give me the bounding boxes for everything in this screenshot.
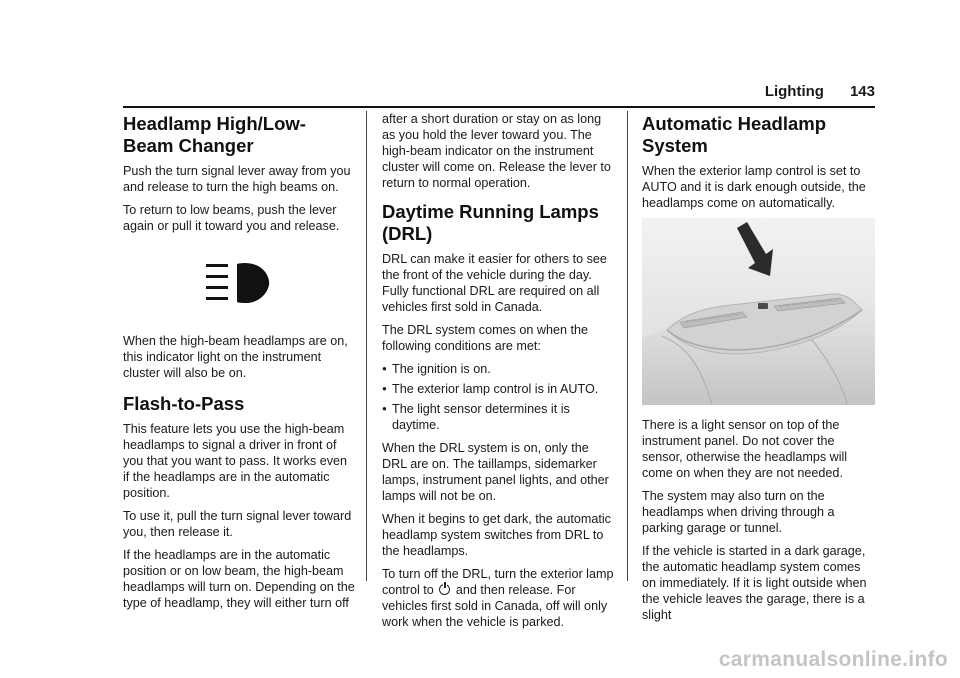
paragraph: This feature lets you use the high-beam headlamps to signal a driver in front of you that you want to pass. It works even if the headlamps are in the automatic position. — [123, 422, 348, 500]
paragraph: When the high-beam headlamps are on, this indicator light on the instrument cluster will also be on. — [123, 334, 348, 380]
paragraph: When the DRL system is on, only the DRL are on. The taillamps, sidemarker lamps, instrument panel lights, and other lamps will not be on. — [382, 441, 609, 503]
high-beam-icon — [204, 261, 274, 305]
heading-drl: Daytime Running Lamps (DRL) — [382, 201, 599, 244]
column-3 — [642, 111, 876, 630]
column-2 — [382, 111, 616, 637]
text: To turn off the DRL, turn the exterior lamp control to — [382, 567, 614, 597]
paragraph: The DRL system comes on when the following conditions are met: — [382, 323, 589, 353]
list-item: ● The light sensor determines it is daytime. — [382, 401, 616, 433]
paragraph: after a short duration or stay on as long as you hold the lever toward you. The high-beam indicator on the instrument cluster will come on. Release the lever to return to normal operation. — [382, 112, 611, 190]
column-1 — [123, 111, 355, 618]
paragraph: When the exterior lamp control is set to AUTO and it is dark enough outside, the headlamps come on automatically. — [642, 164, 866, 210]
text: and then release. For vehicles first sold in Canada, off will only work when the vehicle is parked. — [382, 583, 608, 629]
power-off-icon — [439, 584, 450, 595]
paragraph — [382, 566, 616, 630]
header-rule — [123, 106, 875, 108]
paragraph: The system may also turn on the headlamps when driving through a parking garage or tunnel. — [642, 489, 835, 535]
column-divider — [627, 111, 628, 581]
instrument-panel-illustration — [642, 218, 875, 405]
high-beam-indicator-figure — [123, 241, 355, 325]
paragraph: To return to low beams, push the lever again or pull it toward you and release. — [123, 203, 340, 233]
list-item: ● The ignition is on. — [382, 361, 616, 377]
paragraph: When it begins to get dark, the automatic headlamp system switches from DRL to the headlamps. — [382, 512, 611, 558]
heading-flash-to-pass: Flash-to-Pass — [123, 393, 245, 414]
conditions-list — [382, 361, 616, 433]
watermark: carmanualsonline.info — [718, 648, 948, 671]
heading-high-low-beam: Headlamp High/Low-Beam Changer — [123, 113, 306, 156]
paragraph: Push the turn signal lever away from you and release to turn the high beams on. — [123, 164, 351, 194]
paragraph: If the headlamps are in the automatic position or on low beam, the high-beam headlamps will turn on. Depending on the type of headlamp, they will either turn off — [123, 548, 355, 610]
column-divider — [366, 111, 367, 581]
paragraph: There is a light sensor on top of the instrument panel. Do not cover the sensor, otherwise the headlamps will come on when they are not needed. — [642, 418, 848, 480]
section-title: Lighting — [764, 83, 824, 100]
heading-automatic-headlamp: Automatic Headlamp System — [642, 113, 827, 156]
running-head — [765, 83, 875, 100]
light-sensor-figure — [642, 218, 875, 405]
list-item: ● The exterior lamp control is in AUTO. — [382, 381, 616, 397]
paragraph: If the vehicle is started in a dark garage, the automatic headlamp system comes on immediately. If it is light outside when the vehicle leaves the garage, there is a slight — [642, 544, 867, 622]
paragraph: DRL can make it easier for others to see the front of the vehicle during the day. Fully functional DRL are required on all vehicles first sold in Canada. — [382, 252, 607, 314]
paragraph: To use it, pull the turn signal lever toward you, then release it. — [123, 509, 352, 539]
page-number: 143 — [849, 83, 875, 100]
